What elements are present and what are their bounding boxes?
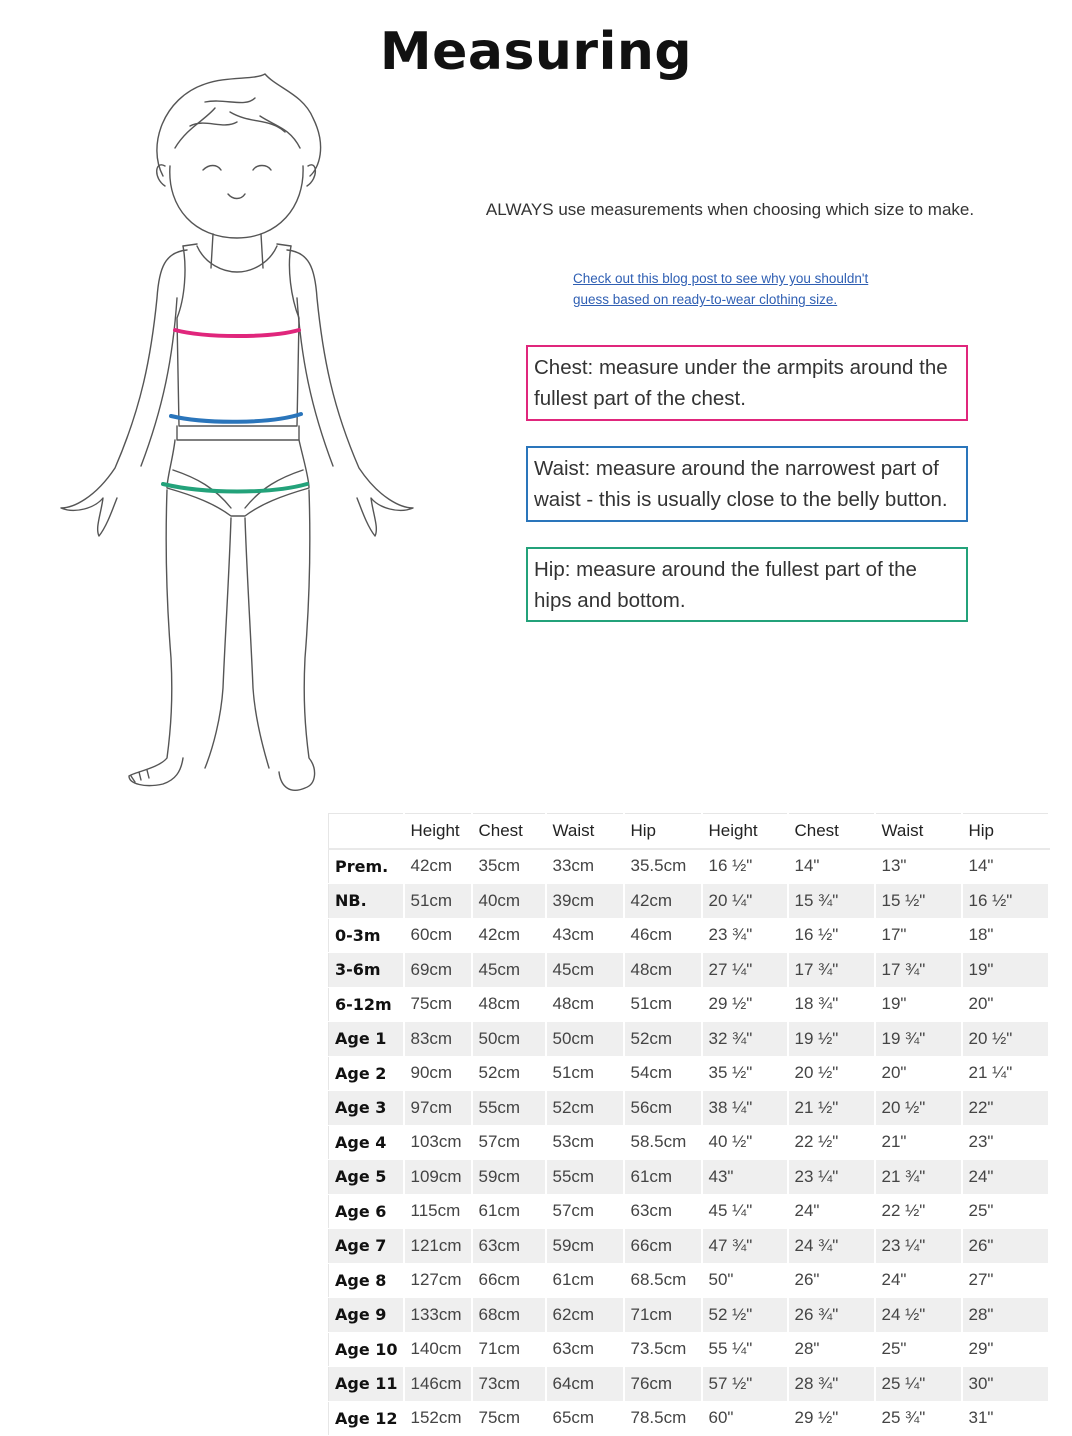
table-cell: 23 ¾" — [702, 918, 788, 953]
column-header: Hip — [962, 814, 1049, 849]
table-cell: 27 ¼" — [702, 953, 788, 988]
table-cell: 60cm — [404, 918, 472, 953]
table-cell: 20 ¼" — [702, 884, 788, 919]
size-label: Age 8 — [329, 1263, 404, 1298]
table-cell: 56cm — [624, 1091, 702, 1126]
table-cell: 29" — [962, 1332, 1049, 1367]
table-cell: 25" — [962, 1194, 1049, 1229]
table-cell: 83cm — [404, 1022, 472, 1057]
table-cell: 19 ¾" — [875, 1022, 962, 1057]
table-cell: 52cm — [546, 1091, 624, 1126]
table-cell: 66cm — [472, 1263, 546, 1298]
table-cell: 17 ¾" — [788, 953, 875, 988]
table-cell: 51cm — [546, 1056, 624, 1091]
table-cell: 46cm — [624, 918, 702, 953]
table-cell: 25" — [875, 1332, 962, 1367]
table-cell: 31" — [962, 1401, 1049, 1436]
table-row — [329, 1194, 1049, 1229]
table-cell: 50cm — [546, 1022, 624, 1057]
table-cell: 35.5cm — [624, 849, 702, 884]
size-label: Age 12 — [329, 1401, 404, 1436]
column-header: Height — [404, 814, 472, 849]
table-cell: 15 ¾" — [788, 884, 875, 919]
table-cell: 71cm — [624, 1298, 702, 1333]
column-header: Hip — [624, 814, 702, 849]
column-header: Chest — [472, 814, 546, 849]
table-cell: 75cm — [472, 1401, 546, 1436]
table-cell: 57cm — [546, 1194, 624, 1229]
table-cell: 30" — [962, 1367, 1049, 1402]
table-cell: 28" — [788, 1332, 875, 1367]
child-figure-illustration — [55, 68, 425, 808]
table-cell: 76cm — [624, 1367, 702, 1402]
table-cell: 71cm — [472, 1332, 546, 1367]
size-label: Age 5 — [329, 1160, 404, 1195]
table-cell: 61cm — [624, 1160, 702, 1195]
table-cell: 66cm — [624, 1229, 702, 1264]
table-cell: 61cm — [472, 1194, 546, 1229]
column-header: Waist — [875, 814, 962, 849]
table-row — [329, 884, 1049, 919]
table-cell: 52cm — [472, 1056, 546, 1091]
table-cell: 152cm — [404, 1401, 472, 1436]
table-cell: 57 ½" — [702, 1367, 788, 1402]
table-cell: 26" — [788, 1263, 875, 1298]
table-cell: 26 ¾" — [788, 1298, 875, 1333]
table-cell: 24" — [962, 1160, 1049, 1195]
size-label: Age 3 — [329, 1091, 404, 1126]
table-cell: 73.5cm — [624, 1332, 702, 1367]
table-cell: 54cm — [624, 1056, 702, 1091]
table-cell: 18 ¾" — [788, 987, 875, 1022]
table-cell: 69cm — [404, 953, 472, 988]
table-cell: 24 ½" — [875, 1298, 962, 1333]
table-cell: 21 ¼" — [962, 1056, 1049, 1091]
table-cell: 42cm — [624, 884, 702, 919]
size-label: Age 2 — [329, 1056, 404, 1091]
table-cell: 68cm — [472, 1298, 546, 1333]
table-row — [329, 1298, 1049, 1333]
size-label: Age 7 — [329, 1229, 404, 1264]
table-cell: 22" — [962, 1091, 1049, 1126]
table-row — [329, 849, 1049, 884]
table-header-row — [329, 814, 1049, 849]
table-cell: 58.5cm — [624, 1125, 702, 1160]
table-cell: 52 ½" — [702, 1298, 788, 1333]
table-cell: 23 ¼" — [875, 1229, 962, 1264]
table-cell: 115cm — [404, 1194, 472, 1229]
table-cell: 23 ¼" — [788, 1160, 875, 1195]
table-cell: 50" — [702, 1263, 788, 1298]
table-cell: 21 ½" — [788, 1091, 875, 1126]
table-cell: 23" — [962, 1125, 1049, 1160]
table-cell: 45cm — [546, 953, 624, 988]
table-cell: 48cm — [624, 953, 702, 988]
table-cell: 26" — [962, 1229, 1049, 1264]
table-cell: 61cm — [546, 1263, 624, 1298]
table-cell: 17" — [875, 918, 962, 953]
column-header: Waist — [546, 814, 624, 849]
blog-link-line-2[interactable]: guess based on ready-to-wear clothing size. — [573, 292, 838, 307]
table-cell: 75cm — [404, 987, 472, 1022]
table-cell: 64cm — [546, 1367, 624, 1402]
table-cell: 60" — [702, 1401, 788, 1436]
table-cell: 21 ¾" — [875, 1160, 962, 1195]
table-cell: 97cm — [404, 1091, 472, 1126]
size-label: Age 9 — [329, 1298, 404, 1333]
table-cell: 51cm — [404, 884, 472, 919]
table-cell: 18" — [962, 918, 1049, 953]
table-cell: 59cm — [546, 1229, 624, 1264]
table-row — [329, 1332, 1049, 1367]
table-cell: 43" — [702, 1160, 788, 1195]
table-cell: 65cm — [546, 1401, 624, 1436]
table-cell: 35 ½" — [702, 1056, 788, 1091]
table-cell: 63cm — [546, 1332, 624, 1367]
table-cell: 24 ¾" — [788, 1229, 875, 1264]
table-row — [329, 1263, 1049, 1298]
table-cell: 16 ½" — [702, 849, 788, 884]
table-cell: 14" — [962, 849, 1049, 884]
table-cell: 133cm — [404, 1298, 472, 1333]
table-row — [329, 1056, 1049, 1091]
table-cell: 59cm — [472, 1160, 546, 1195]
size-label: Prem. — [329, 849, 404, 884]
table-cell: 48cm — [472, 987, 546, 1022]
table-cell: 55 ¼" — [702, 1332, 788, 1367]
table-row — [329, 1160, 1049, 1195]
table-cell: 20 ½" — [962, 1022, 1049, 1057]
size-chart-table — [328, 813, 1050, 1436]
waist-instruction-box: Waist: measure around the narrowest part of waist - this is usually close to the belly button. — [526, 446, 968, 522]
table-row — [329, 1401, 1049, 1436]
column-header: Chest — [788, 814, 875, 849]
table-cell: 20" — [875, 1056, 962, 1091]
table-cell: 21" — [875, 1125, 962, 1160]
table-cell: 127cm — [404, 1263, 472, 1298]
table-cell: 68.5cm — [624, 1263, 702, 1298]
table-cell: 55cm — [546, 1160, 624, 1195]
table-row — [329, 1091, 1049, 1126]
table-cell: 17 ¾" — [875, 953, 962, 988]
table-cell: 63cm — [472, 1229, 546, 1264]
table-cell: 19" — [962, 953, 1049, 988]
table-cell: 63cm — [624, 1194, 702, 1229]
table-cell: 50cm — [472, 1022, 546, 1057]
table-cell: 13" — [875, 849, 962, 884]
size-label: Age 6 — [329, 1194, 404, 1229]
table-cell: 28 ¾" — [788, 1367, 875, 1402]
table-cell: 47 ¾" — [702, 1229, 788, 1264]
table-cell: 51cm — [624, 987, 702, 1022]
table-cell: 24" — [875, 1263, 962, 1298]
table-cell: 39cm — [546, 884, 624, 919]
table-cell: 57cm — [472, 1125, 546, 1160]
table-cell: 20 ½" — [788, 1056, 875, 1091]
size-label: Age 11 — [329, 1367, 404, 1402]
table-cell: 45cm — [472, 953, 546, 988]
table-cell: 19" — [875, 987, 962, 1022]
table-cell: 25 ¾" — [875, 1401, 962, 1436]
column-header: Height — [702, 814, 788, 849]
table-row — [329, 1367, 1049, 1402]
table-cell: 42cm — [404, 849, 472, 884]
table-cell: 27" — [962, 1263, 1049, 1298]
table-cell: 20 ½" — [875, 1091, 962, 1126]
table-row — [329, 1229, 1049, 1264]
table-row — [329, 953, 1049, 988]
table-row — [329, 918, 1049, 953]
blog-link-line-1[interactable]: Check out this blog post to see why you shouldn't — [573, 271, 869, 286]
blog-post-link[interactable] — [573, 268, 903, 310]
table-cell: 29 ½" — [702, 987, 788, 1022]
size-label: Age 10 — [329, 1332, 404, 1367]
table-cell: 14" — [788, 849, 875, 884]
table-cell: 43cm — [546, 918, 624, 953]
table-cell: 24" — [788, 1194, 875, 1229]
table-cell: 103cm — [404, 1125, 472, 1160]
hip-instruction-box: Hip: measure around the fullest part of the hips and bottom. — [526, 547, 968, 622]
table-cell: 48cm — [546, 987, 624, 1022]
table-cell: 22 ½" — [875, 1194, 962, 1229]
table-cell: 22 ½" — [788, 1125, 875, 1160]
size-label: Age 1 — [329, 1022, 404, 1057]
size-label: NB. — [329, 884, 404, 919]
table-cell: 73cm — [472, 1367, 546, 1402]
table-cell: 140cm — [404, 1332, 472, 1367]
table-cell: 121cm — [404, 1229, 472, 1264]
table-cell: 33cm — [546, 849, 624, 884]
table-cell: 38 ¼" — [702, 1091, 788, 1126]
table-cell: 109cm — [404, 1160, 472, 1195]
chest-instruction-box: Chest: measure under the armpits around the fullest part of the chest. — [526, 345, 968, 421]
table-cell: 16 ½" — [962, 884, 1049, 919]
page-title: Measuring — [379, 22, 693, 82]
size-label: Age 4 — [329, 1125, 404, 1160]
always-measure-note: ALWAYS use measurements when choosing which size to make. — [485, 200, 975, 219]
column-header — [329, 814, 404, 849]
table-cell: 40cm — [472, 884, 546, 919]
table-cell: 45 ¼" — [702, 1194, 788, 1229]
table-cell: 20" — [962, 987, 1049, 1022]
table-cell: 32 ¾" — [702, 1022, 788, 1057]
table-row — [329, 1022, 1049, 1057]
table-cell: 42cm — [472, 918, 546, 953]
table-cell: 146cm — [404, 1367, 472, 1402]
table-cell: 53cm — [546, 1125, 624, 1160]
table-cell: 15 ½" — [875, 884, 962, 919]
table-cell: 78.5cm — [624, 1401, 702, 1436]
table-cell: 16 ½" — [788, 918, 875, 953]
table-row — [329, 987, 1049, 1022]
table-row — [329, 1125, 1049, 1160]
table-cell: 28" — [962, 1298, 1049, 1333]
table-cell: 19 ½" — [788, 1022, 875, 1057]
table-cell: 29 ½" — [788, 1401, 875, 1436]
table-cell: 52cm — [624, 1022, 702, 1057]
size-label: 3-6m — [329, 953, 404, 988]
size-label: 6-12m — [329, 987, 404, 1022]
table-cell: 90cm — [404, 1056, 472, 1091]
table-cell: 62cm — [546, 1298, 624, 1333]
table-cell: 55cm — [472, 1091, 546, 1126]
table-cell: 25 ¼" — [875, 1367, 962, 1402]
size-label: 0-3m — [329, 918, 404, 953]
table-cell: 40 ½" — [702, 1125, 788, 1160]
table-cell: 35cm — [472, 849, 546, 884]
